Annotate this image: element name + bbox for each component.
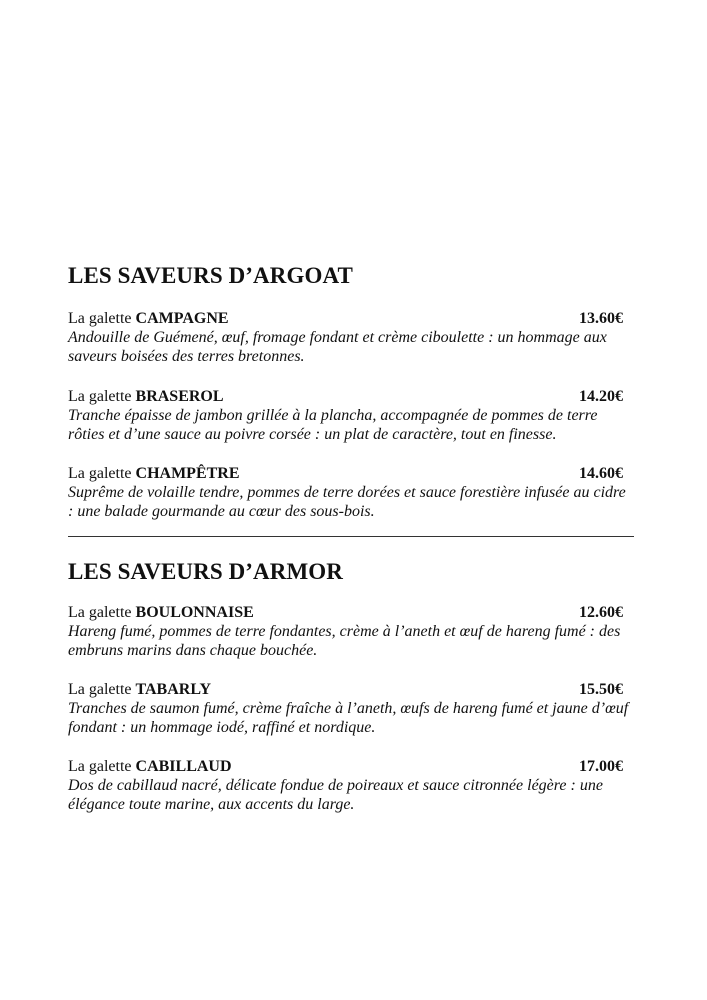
item-header <box>68 603 623 622</box>
item-description: Tranches de saumon fumé, crème fraîche à l’aneth, œufs de hareng fumé et jaune d’œuf fondant : un hommage iodé, raffiné et nordique. <box>68 700 629 736</box>
item-name: CHAMPÊTRE <box>135 465 240 482</box>
item-price: 17.00€ <box>579 758 623 775</box>
item-price: 14.60€ <box>579 465 623 482</box>
item-prefix: La galette <box>68 604 132 621</box>
item-header <box>68 757 623 776</box>
section-title: LES SAVEURS D’ARMOR <box>68 559 343 584</box>
item-description: Suprême de volaille tendre, pommes de terre dorées et sauce forestière infusée au cidre : une balade gourmande au cœur des sous-bois. <box>68 484 626 520</box>
item-prefix: La galette <box>68 758 132 775</box>
item-price: 13.60€ <box>579 310 623 327</box>
menu-item-champetre <box>68 464 626 521</box>
item-description: Andouille de Guémené, œuf, fromage fondant et crème ciboulette : un hommage aux saveurs boisées des terres bretonnes. <box>68 329 607 365</box>
menu-item-braserol <box>68 387 623 444</box>
item-price: 15.50€ <box>579 681 623 698</box>
section-title: LES SAVEURS D’ARGOAT <box>68 263 353 288</box>
item-header <box>68 387 623 406</box>
item-description: Dos de cabillaud nacré, délicate fondue de poireaux et sauce citronnée légère : une élégance toute marine, aux accents du large. <box>68 777 603 813</box>
item-description: Hareng fumé, pommes de terre fondantes, crème à l’aneth et œuf de hareng fumé : des embruns marins dans chaque bouchée. <box>68 623 621 659</box>
menu-item-tabarly <box>68 680 629 737</box>
item-prefix: La galette <box>68 681 132 698</box>
item-header <box>68 309 623 328</box>
item-price: 14.20€ <box>579 388 623 405</box>
item-prefix: La galette <box>68 388 132 405</box>
item-header <box>68 680 623 699</box>
menu-item-campagne <box>68 309 623 366</box>
item-name: BOULONNAISE <box>135 604 254 621</box>
item-prefix: La galette <box>68 310 132 327</box>
item-name: CAMPAGNE <box>135 310 229 327</box>
item-name: CABILLAUD <box>135 758 232 775</box>
menu-item-boulonnaise <box>68 603 623 660</box>
item-name: BRASEROL <box>135 388 224 405</box>
item-name: TABARLY <box>135 681 212 698</box>
menu-section-armor <box>68 559 634 814</box>
section-divider <box>68 536 634 537</box>
menu-item-cabillaud <box>68 757 623 814</box>
item-price: 12.60€ <box>579 604 623 621</box>
item-prefix: La galette <box>68 465 132 482</box>
item-description: Tranche épaisse de jambon grillée à la plancha, accompagnée de pommes de terre rôties et d’une sauce au poivre corsée : un plat de caractère, tout en finesse. <box>68 407 598 443</box>
menu-section-argoat <box>68 263 634 521</box>
item-header <box>68 464 623 483</box>
